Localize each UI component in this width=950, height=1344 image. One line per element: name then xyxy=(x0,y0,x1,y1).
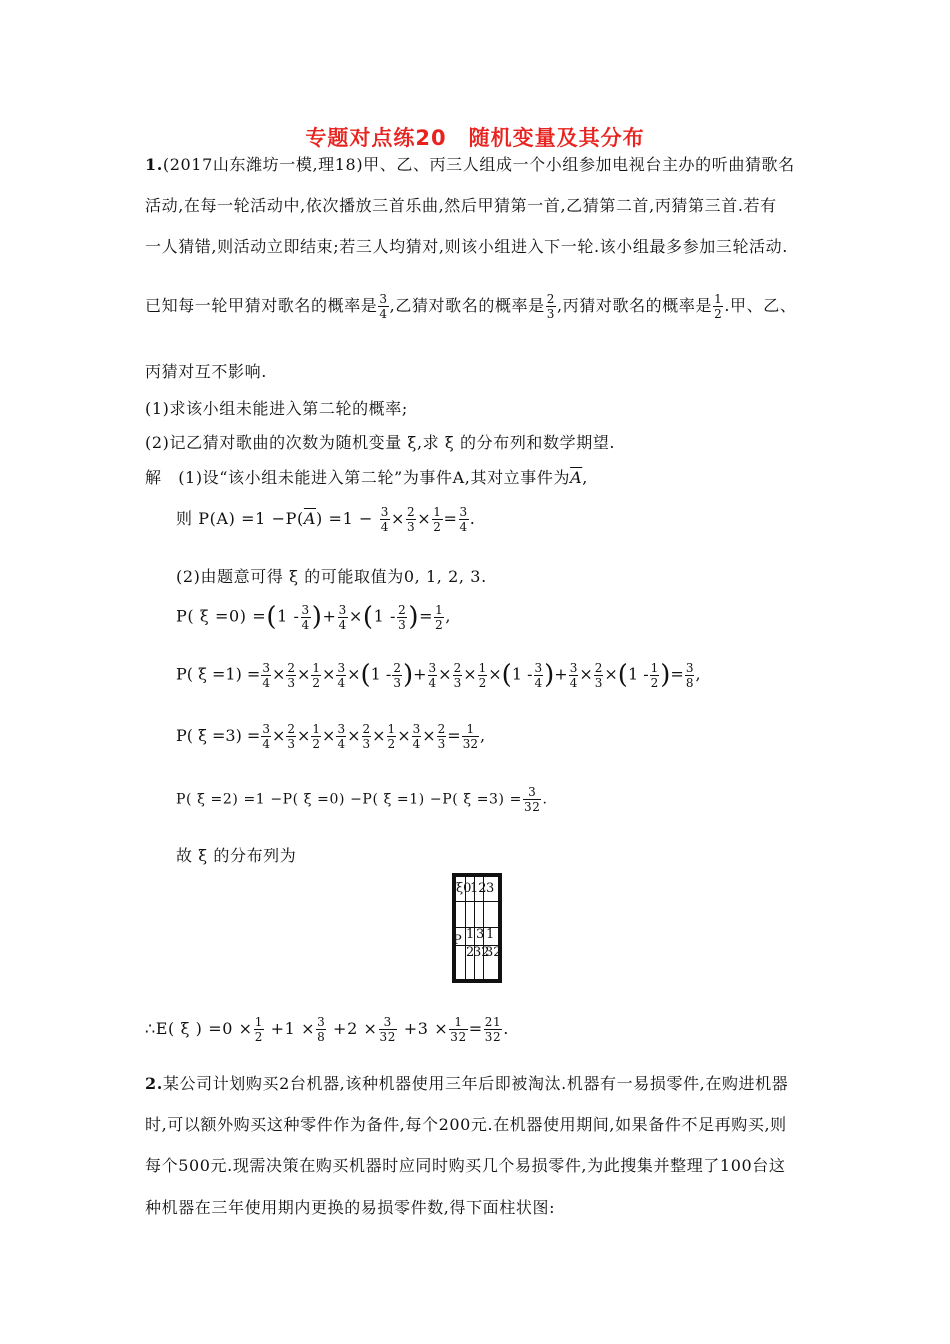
table-cell: 2 xyxy=(466,945,475,960)
p-xi-1: P( ξ =1) = $\frac{3}{4}$ × $\frac{2}{3}$ × $\frac{1}{2}$ × $\frac{3}{4}$ ×(1 - $\frac{2}{3}$ )+ $\frac{3}{4}$ × $\frac{2}{3}$ × $\frac{1}{2}$ ×(1 - $\frac{3}{4}$ )+ $\frac{3}{4}$ × $\frac{2}{3}$ ×(1 - $\frac{1}{2}$ )= $\frac{3}{8}$ , xyxy=(176,660,701,690)
table-cell: 32 xyxy=(485,945,502,960)
p-xi-0: P( ξ =0) =(1 - $\frac{3}{4}$ )+ $\frac{3}{4}$ ×(1 - $\frac{2}{3}$ )= $\frac{1}{2}$ , xyxy=(176,602,452,632)
table-cell: P xyxy=(453,933,462,948)
solution-line-1: 解 (1)设“该小组未能进入第二轮”为事件A,其对立事件为$\overline{A}$, xyxy=(145,468,588,487)
fraction: $\frac{3}{4}$ xyxy=(379,292,388,321)
distribution-intro: 故 ξ 的分布列为 xyxy=(176,846,297,865)
q1-line-4: 已知每一轮甲猜对歌名的概率是 $\frac{3}{4}$ ,乙猜对歌名的概率是 $\frac{2}{3}$ ,丙猜对歌名的概率是 $\frac{1}{2}$ .甲、乙、 xyxy=(145,292,797,321)
q1-line-3: 一人猜错,则活动立即结束;若三人均猜对,则该小组进入下一轮.该小组最多参加三轮活动. xyxy=(145,237,788,256)
fraction: $\frac{1}{2}$ xyxy=(714,292,723,321)
expectation: ∴E( ξ ) =0 × $\frac{1}{2}$ +1 × $\frac{3}{8}$ +2 × $\frac{3}{32}$ +3 × $\frac{1}{32}$ = $\frac{21}{32}$ . xyxy=(145,1015,509,1044)
table-cell: 3 xyxy=(486,881,495,896)
table-cell: 3 xyxy=(476,927,485,942)
table-cell: 12 xyxy=(470,881,487,896)
distribution-table xyxy=(452,873,502,983)
q1-part-1: (1)求该小组未能进入第二轮的概率; xyxy=(145,399,408,418)
table-cell: ξ0 xyxy=(456,881,472,896)
q2-line-4: 种机器在三年使用期内更换的易损零件数,得下面柱状图: xyxy=(145,1198,556,1217)
q1-line-5: 丙猜对互不影响. xyxy=(145,362,267,381)
q2-line-2: 时,可以额外购买这种零件作为备件,每个200元.在机器使用期间,如果备件不足再购买,则 xyxy=(145,1115,787,1134)
q1-line-1: 1.(2017山东潍坊一模,理18)甲、乙、丙三人组成一个小组参加电视台主办的听曲猜歌名 xyxy=(145,155,795,174)
table-cell: 32 xyxy=(473,945,490,960)
p-xi-3: P( ξ =3) = $\frac{3}{4}$ × $\frac{2}{3}$ × $\frac{1}{2}$ × $\frac{3}{4}$ × $\frac{2}{3}$ × $\frac{1}{2}$ × $\frac{3}{4}$ × $\frac{2}{3}$ = $\frac{1}{32}$ , xyxy=(176,722,486,751)
solution-line-2: 则 $P(A) =1 -P(\overline{A}) =1$ − $\frac{3}{4}$ × $\frac{2}{3}$ × $\frac{1}{2}$ = $\frac{3}{4}$ . xyxy=(176,505,476,534)
fraction: $\frac{2}{3}$ xyxy=(546,292,555,321)
q1-part-2: (2)记乙猜对歌曲的次数为随机变量 ξ,求 ξ 的分布列和数学期望. xyxy=(145,433,616,452)
table-cell: 1 xyxy=(486,927,495,942)
q2-line-3: 每个500元.现需决策在购买机器时应同时购买几个易损零件,为此搜集并整理了100台这 xyxy=(145,1156,786,1175)
table-cell: 1 xyxy=(466,927,475,942)
q2-line-1: 2.某公司计划购买2台机器,该种机器使用三年后即被淘汰.机器有一易损零件,在购进机器 xyxy=(145,1074,789,1093)
solution-line-3: (2)由题意可得 ξ 的可能取值为0, 1, 2, 3. xyxy=(176,567,487,586)
p-xi-2: P( ξ =2) =1 −P( ξ =0) −P( ξ =1) −P( ξ =3) = $\frac{3}{32}$ . xyxy=(176,785,548,814)
page-title: 专题对点练20 随机变量及其分布 xyxy=(305,126,645,150)
q1-line-2: 活动,在每一轮活动中,依次播放三首乐曲,然后甲猜第一首,乙猜第二首,丙猜第三首.若有 xyxy=(145,196,777,215)
